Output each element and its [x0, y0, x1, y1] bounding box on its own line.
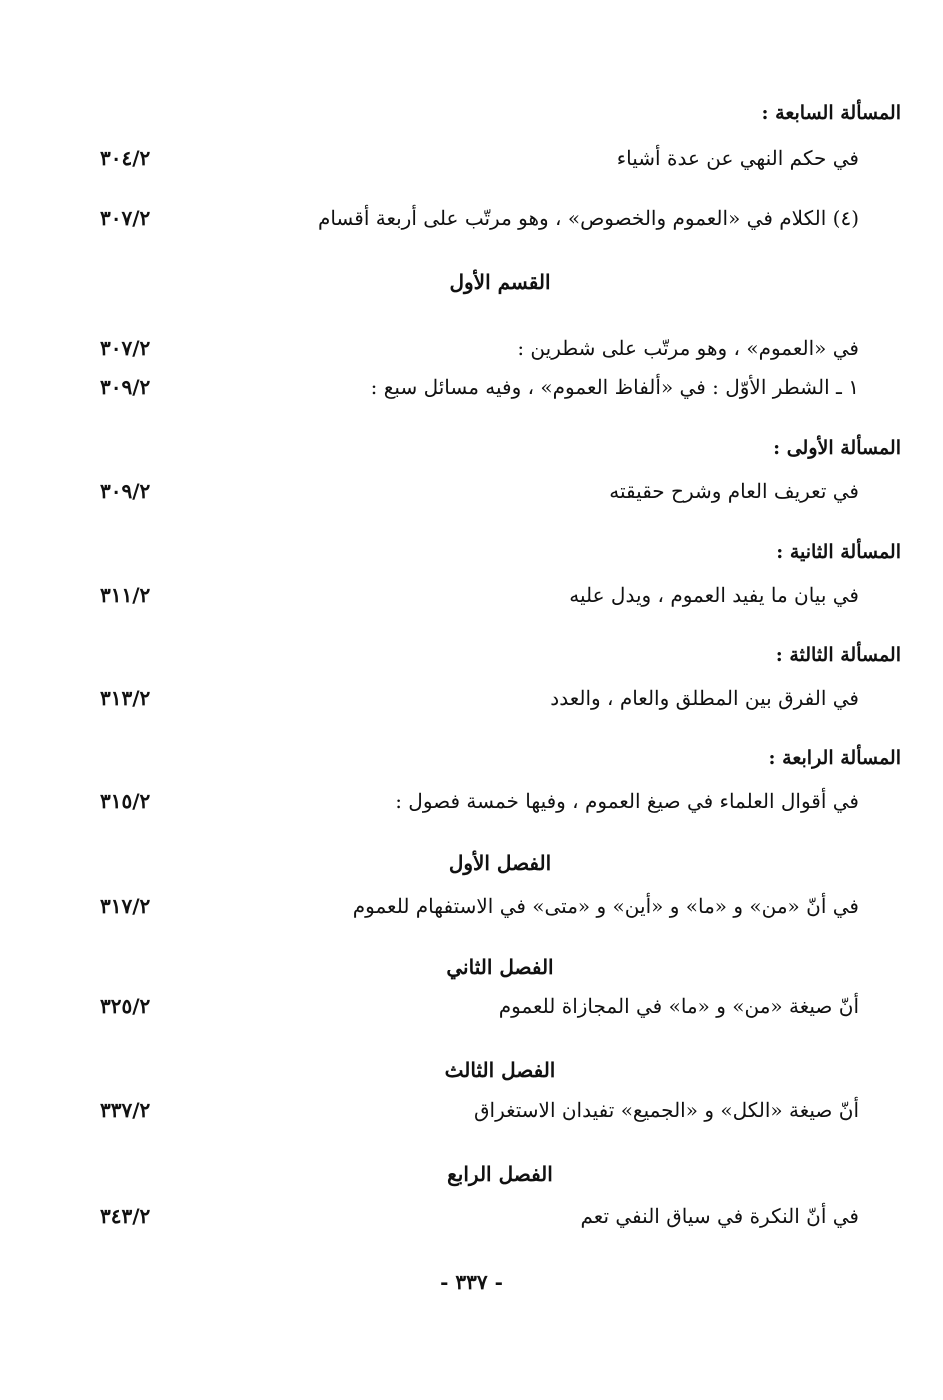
toc-entry: في أقوال العلماء في صيغ العموم ، وفيها خمسة فصول :	[395, 789, 859, 813]
page-ref: ٣١٧/٢	[100, 894, 151, 918]
chapter-title: الفصل الثاني	[446, 955, 554, 979]
page-ref: ٣٤٣/٢	[100, 1204, 151, 1228]
toc-entry: في الفرق بين المطلق والعام ، والعدد	[550, 686, 859, 710]
page-ref: ٣٣٧/٢	[100, 1098, 151, 1122]
toc-entry: أنّ صيغة «من» و «ما» في المجازاة للعموم	[498, 994, 859, 1018]
toc-entry: في حكم النهي عن عدة أشياء	[616, 146, 859, 170]
heading-masala-4: المسألة الرابعة :	[768, 747, 901, 769]
page-ref: ٣٠٩/٢	[100, 375, 151, 399]
chapter-title: الفصل الثالث	[444, 1058, 556, 1082]
heading-masala-1: المسألة الأولى :	[773, 437, 901, 459]
section-title: القسم الأول	[449, 270, 551, 294]
toc-entry: (٤) الكلام في «العموم والخصوص» ، وهو مرتّب على أربعة أقسام	[317, 206, 859, 230]
page-ref: ٣٠٤/٢	[100, 146, 151, 170]
page-ref: ٣٠٩/٢	[100, 479, 151, 503]
heading-masala-3: المسألة الثالثة :	[775, 644, 901, 666]
toc-entry: في بيان ما يفيد العموم ، ويدل عليه	[569, 583, 859, 607]
page-ref: ٣١١/٢	[100, 583, 151, 607]
page-ref: ٣٠٧/٢	[100, 206, 151, 230]
toc-entry: في أنّ «من» و «ما» و «أين» و «متى» في الاستفهام للعموم	[352, 894, 859, 918]
heading-masala-7: المسألة السابعة :	[761, 102, 901, 124]
toc-entry: أنّ صيغة «الكل» و «الجميع» تفيدان الاستغراق	[474, 1098, 859, 1122]
toc-entry: في «العموم» ، وهو مرتّب على شطرين :	[517, 336, 859, 360]
page-ref: ٣٠٧/٢	[100, 336, 151, 360]
page-ref: ٣١٥/٢	[100, 789, 151, 813]
page-ref: ٣٢٥/٢	[100, 994, 151, 1018]
page-number: - ٣٣٧ -	[440, 1270, 503, 1294]
chapter-title: الفصل الرابع	[447, 1162, 553, 1186]
chapter-title: الفصل الأول	[448, 851, 552, 875]
page-ref: ٣١٣/٢	[100, 686, 151, 710]
heading-masala-2: المسألة الثانية :	[776, 541, 901, 563]
toc-entry: في تعريف العام وشرح حقيقته	[609, 479, 859, 503]
toc-entry: في أنّ النكرة في سياق النفي تعم	[580, 1204, 859, 1228]
toc-entry: ١ ـ الشطر الأوّل : في «ألفاظ العموم» ، وفيه مسائل سبع :	[370, 375, 859, 399]
